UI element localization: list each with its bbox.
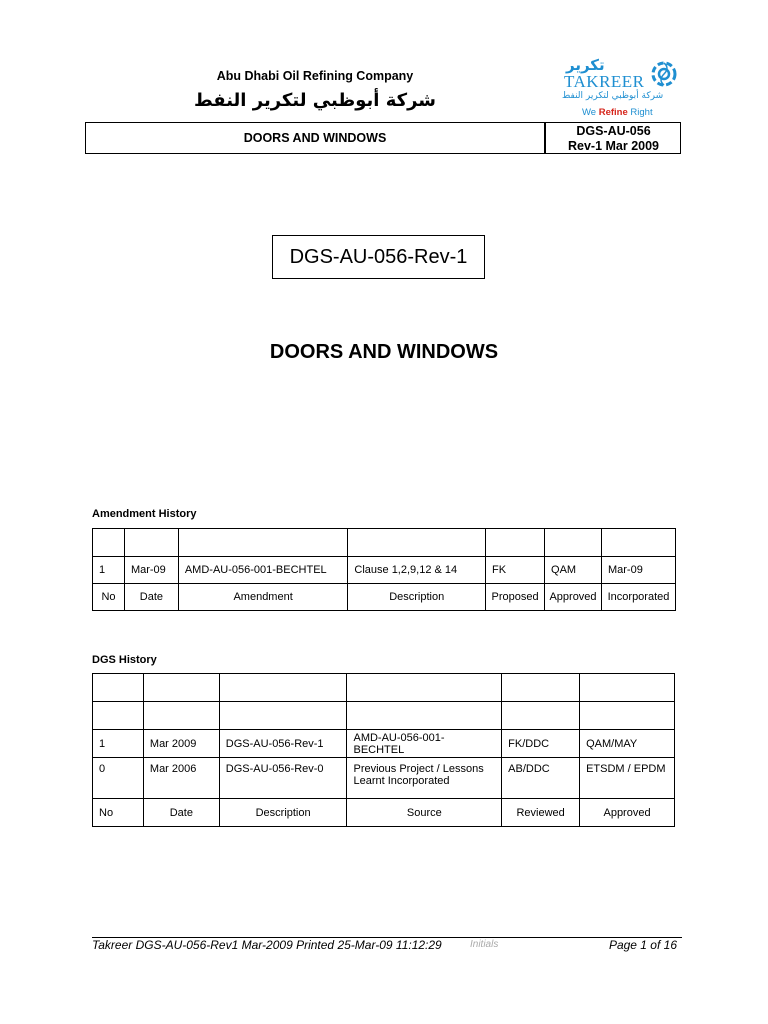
header-doc-title: DOORS AND WINDOWS [243, 131, 387, 145]
table-cell: Mar 2009 [143, 730, 219, 758]
table-cell: FK [486, 557, 545, 584]
takreer-emblem-icon [650, 60, 678, 88]
column-header: No [93, 584, 125, 611]
table-cell: AMD-AU-056-001-BECHTEL [178, 557, 348, 584]
tagline-we: We [582, 107, 597, 118]
logo-arabic-text: تكرير [566, 56, 605, 74]
column-header: Incorporated [601, 584, 675, 611]
table-cell: DGS-AU-056-Rev-0 [219, 758, 347, 799]
table-cell: 0 [93, 758, 144, 799]
table-header-row [93, 584, 676, 611]
table-row [93, 557, 676, 584]
doc-id-box: DGS-AU-056-Rev-1 [272, 235, 485, 279]
table-row [93, 674, 675, 702]
table-row [93, 730, 675, 758]
column-header: Date [124, 584, 178, 611]
main-title: DOORS AND WINDOWS [269, 341, 499, 363]
column-header: Proposed [486, 584, 545, 611]
amendment-history-table [92, 528, 676, 611]
table-cell: Mar-09 [601, 557, 675, 584]
page-number: Page 1 of 16 [608, 938, 677, 952]
table-cell: Mar 2006 [143, 758, 219, 799]
column-header: Description [219, 799, 347, 827]
footer-doc-info: Takreer DGS-AU-056-Rev1 Mar-2009 Printed 25-Mar-09 11:12:29 [92, 938, 442, 952]
table-cell: FK/DDC [502, 730, 580, 758]
company-name-arabic: شركة أبوظبي لتكرير النفط [193, 90, 437, 111]
footer-initials: Initials [470, 939, 499, 950]
table-row [93, 529, 676, 557]
column-header: Date [143, 799, 219, 827]
column-header: Source [347, 799, 502, 827]
column-header: Approved [545, 584, 602, 611]
column-header: Description [348, 584, 486, 611]
company-name-english: Abu Dhabi Oil Refining Company [216, 69, 414, 83]
table-cell: AB/DDC [502, 758, 580, 799]
table-cell: DGS-AU-056-Rev-1 [219, 730, 347, 758]
table-cell: Clause 1,2,9,12 & 14 [348, 557, 486, 584]
logo-arabic-subtext: شركة أبوظبي لتكرير النفط [562, 91, 664, 101]
table-cell: ETSDM / EPDM [580, 758, 675, 799]
amendment-history-label: Amendment History [92, 508, 197, 520]
tagline-refine: Refine [598, 107, 628, 118]
table-cell: 1 [93, 557, 125, 584]
header-doc-code [546, 124, 681, 153]
table-row [93, 702, 675, 730]
column-header: Approved [580, 799, 675, 827]
doc-revision: Rev-1 Mar 2009 [567, 138, 660, 153]
tagline-right: Right [630, 107, 653, 118]
table-cell: Mar-09 [124, 557, 178, 584]
doc-code: DGS-AU-056 [576, 124, 651, 138]
table-cell: QAM/MAY [580, 730, 675, 758]
column-header: No [93, 799, 144, 827]
dgs-history-label: DGS History [92, 654, 157, 666]
table-header-row [93, 799, 675, 827]
column-header: Amendment [178, 584, 348, 611]
table-cell: 1 [93, 730, 144, 758]
column-header: Reviewed [502, 799, 580, 827]
dgs-history-table [92, 673, 675, 827]
table-row [93, 758, 675, 799]
table-cell: AMD-AU-056-001-BECHTEL [347, 730, 502, 758]
logo-tagline [582, 107, 653, 118]
table-cell: QAM [545, 557, 602, 584]
table-cell: Previous Project / Lessons Learnt Incorporated [347, 758, 502, 799]
logo-english-text: TAKREER [564, 72, 645, 91]
